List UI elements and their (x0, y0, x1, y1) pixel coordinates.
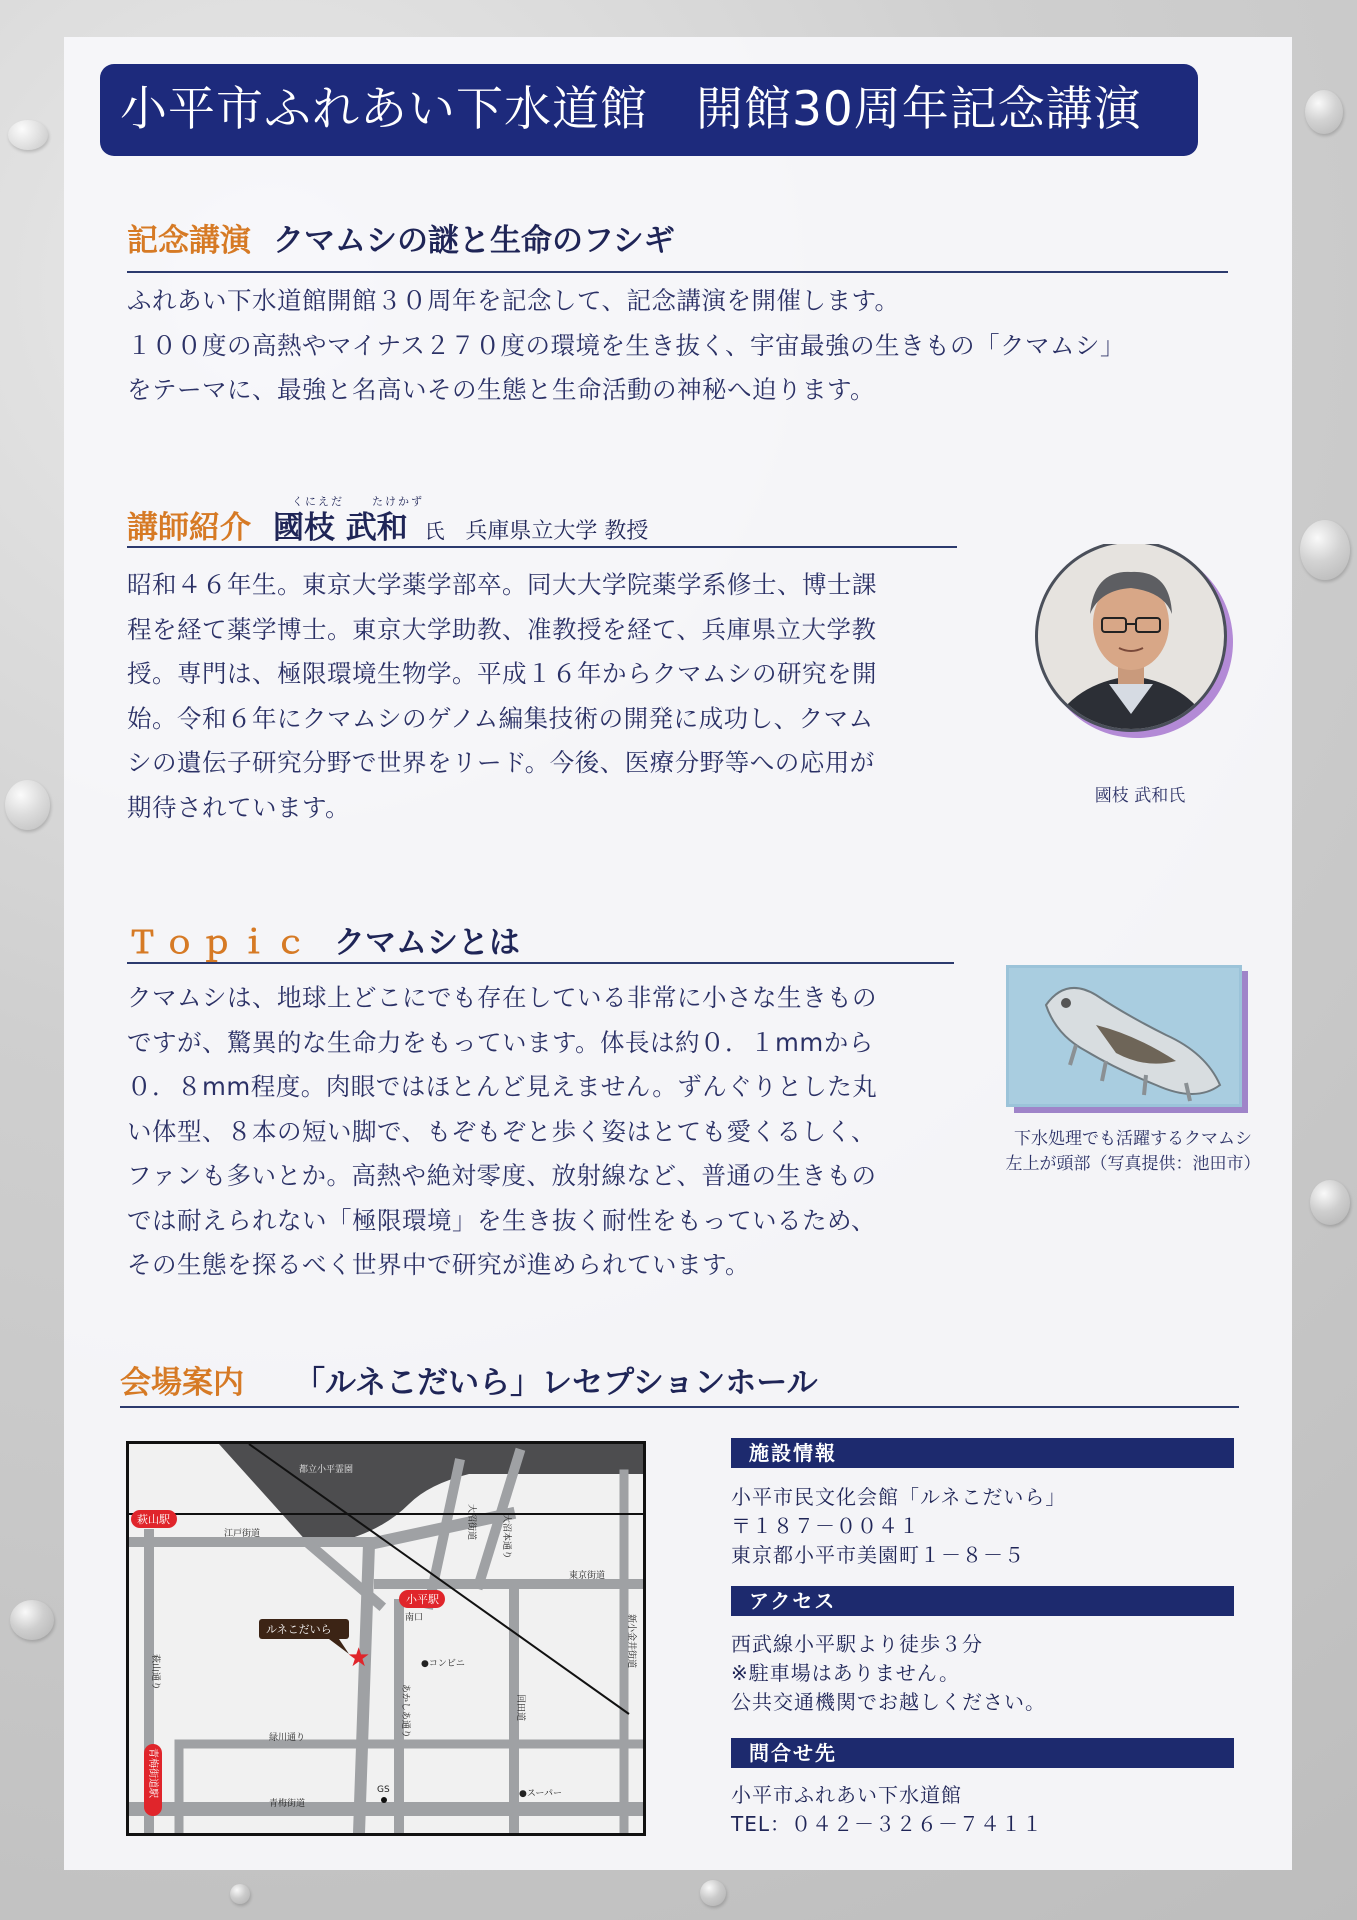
topic-body (127, 976, 877, 1288)
map-road-edo: 江戸街道 (224, 1529, 261, 1539)
venue-rule (120, 1406, 1239, 1408)
venue-tag: 会場案内 (120, 1365, 244, 1401)
venue-title: 「ルネこだいら」レセプションホール (294, 1365, 818, 1401)
speaker-line: 始。令和６年にクマムシのゲノム編集技術の開発に成功し、クマム (127, 703, 874, 733)
access-info (731, 1630, 1046, 1717)
map-road-akashia: あかしあ通り (400, 1684, 410, 1739)
map-road-ome: 青梅街道 (269, 1799, 306, 1809)
contact-label: 問合せ先 (731, 1738, 1234, 1768)
speaker-line: 昭和４６年生。東京大学薬学部卒。同大大学院薬学系修士、博士課 (127, 570, 877, 599)
map-road-midorikawa: 緑川通り (269, 1733, 306, 1743)
access-line: 公共交通機関でお越しください。 (731, 1690, 1046, 1714)
speaker-honorific: 氏 (424, 519, 445, 543)
access-line: ※駐車場はありません。 (731, 1661, 960, 1685)
speaker-affiliation: 兵庫県立大学 教授 (465, 519, 649, 544)
speaker-line: 程を経て薬学博士。東京大学助教、准教授を経て、兵庫県立大学教 (127, 614, 877, 644)
venue-map (126, 1441, 646, 1836)
map-station-kodaira: 小平駅 (406, 1593, 439, 1606)
facility-line: 小平市民文化会館「ルネこだいら」 (731, 1485, 1067, 1509)
speaker-line: シの遺伝子研究分野で世界をリード。今後、医療分野等への応用が (127, 748, 875, 777)
map-station-omekaido: 青梅街道駅 (147, 1748, 158, 1798)
lecture-heading (127, 215, 675, 260)
tardigrade-photo (1006, 965, 1250, 1115)
map-cemetery: 都立小平霊園 (299, 1465, 354, 1475)
topic-tag: Ｔｏｐｉｃ (127, 925, 312, 961)
speaker-name: 國枝 武和 (273, 510, 408, 546)
topic-line: ０．８mm程度。肉眼ではほとんど見えません。ずんぐりとした丸 (127, 1072, 878, 1101)
map-road-tokyo: 東京街道 (569, 1571, 606, 1581)
speaker-photo-caption: 國枝 武和氏 (1094, 786, 1186, 806)
topic-line: い体型、８本の短い脚で、もぞもぞと歩く姿はとても愛くるしく、 (127, 1116, 877, 1146)
facility-line: 東京都小平市美園町１－８－５ (731, 1543, 1025, 1567)
contact-info (731, 1781, 1043, 1839)
topic-line: では耐えられない「極限環境」を生き抜く耐性をもっているため、 (127, 1205, 877, 1235)
ruby-given: たけかず (372, 495, 424, 508)
tardigrade-caption (988, 1127, 1278, 1177)
venue-heading (120, 1357, 818, 1402)
facility-label: 施設情報 (731, 1438, 1234, 1468)
tardigrade-caption-line: 左上が頭部（写真提供：池田市） (1005, 1154, 1261, 1174)
map-supermarket: ●スーパー (519, 1789, 562, 1799)
map-gas-station: GS (377, 1785, 390, 1795)
speaker-bio (127, 563, 877, 830)
topic-line: ですが、驚異的な生命力をもっています。体長は約０．１mmから (127, 1027, 874, 1057)
map-road-shinkoganei: 新小金井街道 (626, 1614, 636, 1669)
facility-info (731, 1483, 1066, 1570)
topic-line: その生態を探るべく世界中で研究が進められています。 (127, 1250, 751, 1279)
map-convenience: ●コンビニ (421, 1659, 465, 1669)
access-line: 西武線小平駅より徒歩３分 (731, 1632, 983, 1656)
contact-line: 小平市ふれあい下水道館 (731, 1783, 962, 1807)
lecture-line: ふれあい下水道館開館３０周年を記念して、記念講演を開催します。 (127, 286, 900, 315)
access-label: アクセス (731, 1586, 1234, 1616)
facility-line: 〒１８７－００４１ (731, 1514, 920, 1538)
speaker-photo (1024, 544, 1250, 740)
topic-rule (127, 962, 954, 964)
lecture-title: クマムシの謎と生命のフシギ (273, 223, 675, 259)
map-road-tamon: 回田道 (515, 1694, 525, 1722)
lecture-tag: 記念講演 (127, 223, 251, 259)
ruby-surname: くにえだ (292, 495, 344, 508)
lecture-body (127, 279, 1125, 413)
map-road-daishi2: 大沼本通り (501, 1514, 511, 1560)
topic-line: ファンも多いとか。高熱や絶対零度、放射線など、普通の生きもの (127, 1161, 877, 1190)
speaker-line: 授。専門は、極限環境生物学。平成１６年からクマムシの研究を開 (127, 659, 877, 688)
map-venue-label: ルネこだいら (266, 1623, 332, 1636)
speaker-rule (127, 546, 957, 548)
speaker-tag: 講師紹介 (127, 510, 251, 546)
speaker-heading (127, 502, 648, 547)
topic-title: クマムシとは (334, 925, 520, 961)
map-station-hagiyama: 萩山駅 (137, 1513, 170, 1526)
lecture-rule (127, 271, 1228, 273)
contact-tel: TEL：０４２－３２６－７４１１ (731, 1812, 1043, 1836)
page-title: 小平市ふれあい下水道館 開館30周年記念講演 (100, 64, 1198, 156)
map-road-hagiyama: 萩山通り (150, 1654, 160, 1691)
topic-heading (127, 917, 520, 962)
map-south-exit: 南口 (405, 1613, 424, 1623)
topic-line: クマムシは、地球上どこにでも存在している非常に小さな生きもの (127, 983, 877, 1012)
tardigrade-caption-line: 下水処理でも活躍するクマムシ (1014, 1129, 1252, 1149)
speaker-line: 期待されています。 (127, 792, 351, 822)
lecture-line: をテーマに、最強と名高いその生態と生命活動の神秘へ迫ります。 (127, 375, 876, 404)
map-road-daishi1: 大沼街道 (466, 1504, 476, 1541)
lecture-line: １００度の高熱やマイナス２７０度の環境を生き抜く、宇宙最強の生きもの「クマムシ」 (127, 330, 1126, 360)
venue-star-icon: ★ (347, 1643, 371, 1673)
